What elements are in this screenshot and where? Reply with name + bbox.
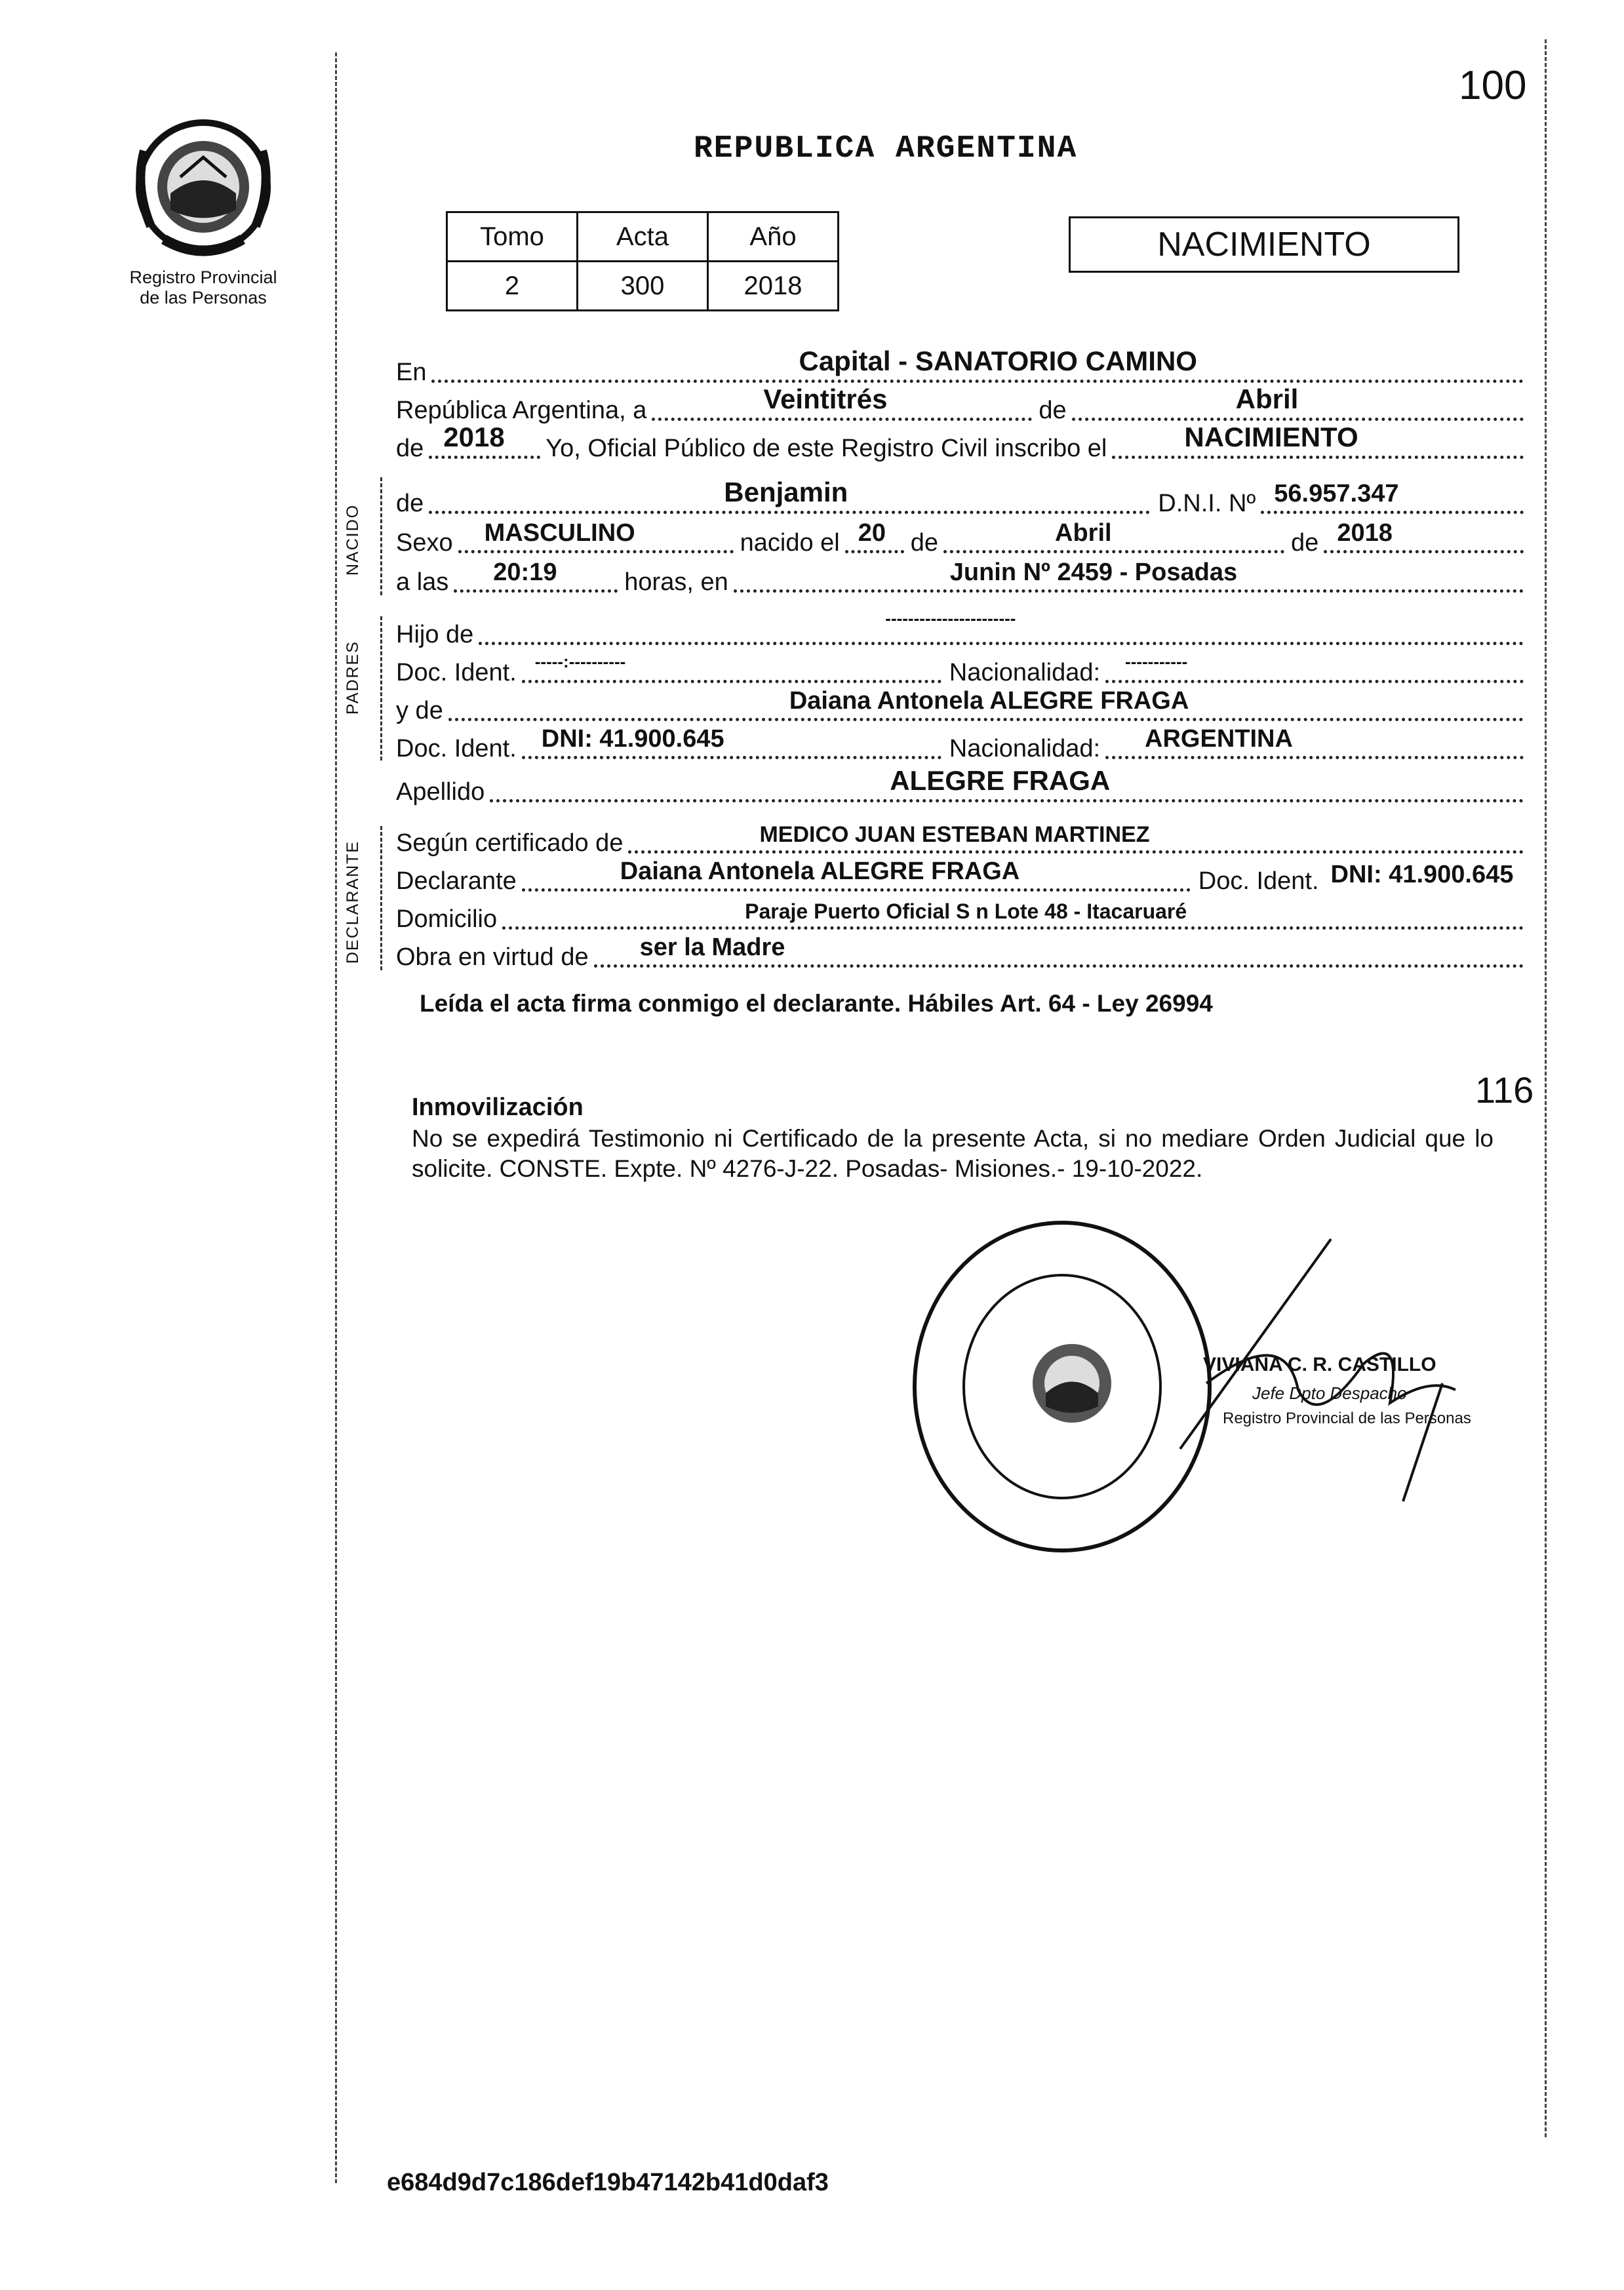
label-nacionalidad-2: Nacionalidad: <box>949 735 1101 762</box>
label-en: En <box>396 359 427 386</box>
registry-logo <box>125 111 282 262</box>
label-hijo-de: Hijo de <box>396 621 474 648</box>
label-doc-ident-2: Doc. Ident. <box>396 735 517 762</box>
provincial-seal-icon <box>125 111 282 262</box>
logo-caption-line-2: de las Personas <box>140 288 267 307</box>
dots-madre-nac <box>1105 723 1524 759</box>
annotation-number: 116 <box>1475 1069 1534 1111</box>
row-obra <box>396 934 1524 972</box>
value-sexo: MASCULINO <box>484 519 635 547</box>
value-mes-nac: Abril <box>1055 519 1112 547</box>
dots-padre-nac <box>1105 647 1524 683</box>
label-a-las: a las <box>396 568 449 596</box>
section-padres-bar <box>380 616 382 760</box>
logo-caption-line-1: Registro Provincial <box>129 267 277 287</box>
label-doc-ident-1: Doc. Ident. <box>396 659 517 686</box>
annotation-text: No se expedirá Testimonio ni Certificado de la presente Acta, si no mediare Orden Judicial que lo solicite. CONSTE. Expte. Nº 4276-J-22. Posadas- Misiones.- 19-10-2022. <box>412 1125 1494 1182</box>
dots-domicilio <box>502 894 1524 930</box>
row-doc-madre <box>396 725 1524 763</box>
dots-declarante <box>522 856 1191 892</box>
dots-dia-nac <box>845 517 904 553</box>
row-hora <box>396 559 1524 597</box>
label-apellido: Apellido <box>396 778 485 806</box>
row-declarante <box>396 858 1524 896</box>
value-tomo: 2 <box>447 262 578 311</box>
label-de-anio: de <box>396 435 424 462</box>
dots-padre-doc <box>522 647 941 683</box>
value-anio-nac: 2018 <box>1337 519 1393 547</box>
dots-apellido <box>490 766 1524 802</box>
label-y-de: y de <box>396 697 443 724</box>
label-domicilio: Domicilio <box>396 905 498 933</box>
header-acta: Acta <box>578 212 708 262</box>
value-obra: ser la Madre <box>639 934 785 961</box>
label-de-nombre: de <box>396 490 424 517</box>
section-declarante: DECLARANTE <box>344 840 362 964</box>
label-nacionalidad-1: Nacionalidad: <box>949 659 1101 686</box>
value-mes: Abril <box>1235 384 1299 414</box>
section-nacido: NACIDO <box>344 503 362 576</box>
row-republica <box>396 384 1524 425</box>
dots-anio-nac <box>1324 517 1524 553</box>
label-nacido-el: nacido el <box>740 529 840 557</box>
row-sexo <box>396 519 1524 557</box>
value-anio: 2018 <box>708 262 839 311</box>
value-madre: Daiana Antonela ALEGRE FRAGA <box>789 687 1189 715</box>
label-declarante: Declarante <box>396 867 517 895</box>
annotation-heading: Inmovilización <box>412 1094 584 1121</box>
signer-office: Registro Provincial de las Personas <box>1223 1410 1471 1427</box>
row-certificado <box>396 822 1524 858</box>
dots-mes-nac <box>943 517 1284 553</box>
dots-nombre <box>429 478 1150 514</box>
signer-name: VIVIANA C. R. CASTILLO <box>1203 1354 1436 1375</box>
dots-certificado <box>628 818 1524 854</box>
value-tipo: NACIMIENTO <box>1184 422 1358 452</box>
section-padres: PADRES <box>344 641 362 715</box>
value-madre-doc: DNI: 41.900.645 <box>541 725 724 753</box>
value-apellido: ALEGRE FRAGA <box>890 765 1111 796</box>
logo-caption <box>98 267 308 308</box>
label-yo-oficial: Yo, Oficial Público de este Registro Civil inscribo el <box>545 435 1107 462</box>
label-obra: Obra en virtud de <box>396 943 589 971</box>
label-doc-ident-3: Doc. Ident. <box>1198 867 1319 895</box>
signer-role: Jefe Dpto Despacho <box>1252 1383 1407 1403</box>
dots-declarante-doc <box>1324 859 1524 892</box>
row-y-de <box>396 687 1524 725</box>
dots-mes <box>1072 385 1524 421</box>
right-margin-line <box>1545 39 1547 2137</box>
row-hijo-de <box>396 608 1524 649</box>
dots-hora <box>454 557 618 593</box>
label-de-mes2: de <box>910 529 939 557</box>
row-anio <box>396 422 1524 463</box>
value-padre-nac: ----------- <box>1125 652 1188 671</box>
row-domicilio <box>396 901 1524 934</box>
value-acta: 300 <box>578 262 708 311</box>
value-nombre: Benjamin <box>724 477 848 507</box>
label-horas-en: horas, en <box>624 568 728 596</box>
row-doc-padre <box>396 654 1524 687</box>
value-anio: 2018 <box>443 422 505 452</box>
value-padre: ----------------------- <box>885 608 1016 628</box>
value-dia-letras: Veintitrés <box>763 384 888 414</box>
registry-table-values <box>447 262 839 311</box>
value-certificado: MEDICO JUAN ESTEBAN MARTINEZ <box>759 822 1150 847</box>
dots-tipo <box>1112 423 1524 459</box>
row-nombre <box>396 477 1524 518</box>
label-segun: Según certificado de <box>396 829 624 857</box>
dots-padre <box>479 609 1524 645</box>
section-declarante-bar <box>380 826 382 970</box>
document-title: REPUBLICA ARGENTINA <box>694 131 1078 167</box>
value-lugar: Capital - SANATORIO CAMINO <box>799 345 1197 376</box>
label-dni: D.N.I. Nº <box>1158 490 1256 517</box>
label-sexo: Sexo <box>396 529 453 557</box>
value-declarante: Daiana Antonela ALEGRE FRAGA <box>620 858 1020 885</box>
record-type-box: NACIMIENTO <box>1069 216 1459 273</box>
dots-anio <box>429 423 540 459</box>
value-hora: 20:19 <box>493 559 557 586</box>
closing-statement: Leída el acta firma conmigo el declarante. Hábiles Art. 64 - Ley 26994 <box>420 990 1213 1017</box>
value-domicilio-nac: Junin Nº 2459 - Posadas <box>949 559 1238 586</box>
dots-en <box>431 347 1524 383</box>
left-margin-line <box>335 52 337 2183</box>
dots-domicilio-nac <box>734 557 1524 593</box>
value-domicilio: Paraje Puerto Oficial S n Lote 48 - Itacaruaré <box>745 899 1187 923</box>
dots-dni <box>1261 478 1524 514</box>
value-madre-nac: ARGENTINA <box>1145 725 1293 753</box>
value-declarante-doc: DNI: 41.900.645 <box>1330 861 1514 888</box>
registry-table-header <box>447 212 839 262</box>
dots-madre <box>448 685 1524 721</box>
label-de-anio2: de <box>1291 529 1319 557</box>
value-dni: 56.957.347 <box>1274 480 1399 507</box>
value-padre-doc: -----:---------- <box>534 652 626 671</box>
dots-obra <box>594 932 1524 968</box>
label-republica: República Argentina, a <box>396 397 647 424</box>
dots-dia <box>652 385 1032 421</box>
section-nacido-bar <box>380 477 382 595</box>
dots-sexo <box>458 517 734 553</box>
document-hash: e684d9d7c186def19b47142b41d0daf3 <box>387 2169 829 2196</box>
header-tomo: Tomo <box>447 212 578 262</box>
header-anio: Año <box>708 212 839 262</box>
row-apellido <box>396 765 1524 806</box>
label-de-mes: de <box>1039 397 1067 424</box>
row-en <box>396 345 1524 387</box>
registry-table <box>446 211 839 311</box>
page-number: 100 <box>1459 63 1527 108</box>
dots-madre-doc <box>522 723 941 759</box>
value-dia-nac: 20 <box>858 519 886 547</box>
